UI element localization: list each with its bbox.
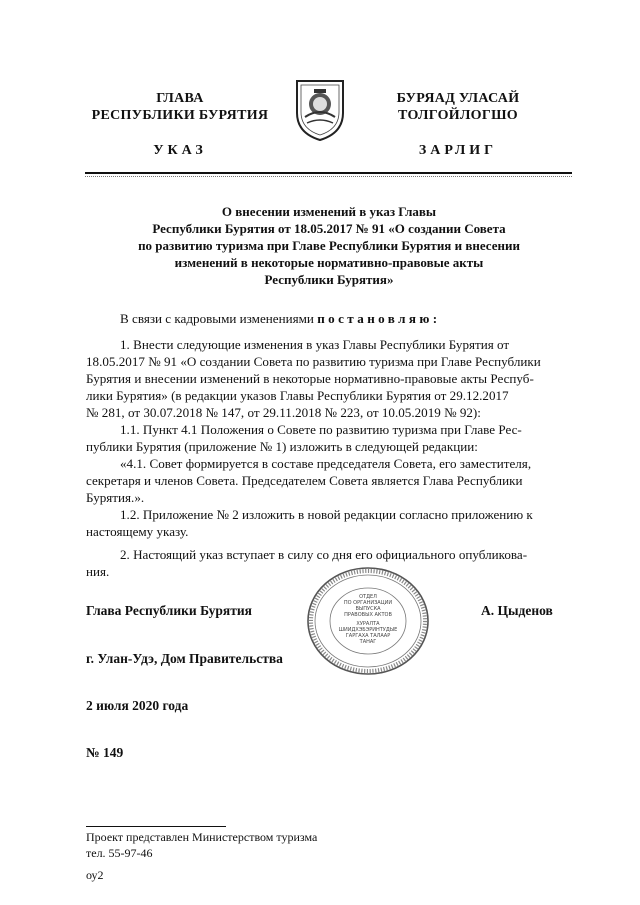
signatory-name: А. Цыденов xyxy=(481,603,553,618)
header-right-line2: ТОЛГОЙЛОГШО xyxy=(398,108,518,123)
title-line: изменений в некоторые нормативно-правовые акты xyxy=(174,255,484,270)
paragraph-line: настоящему указу. xyxy=(86,524,189,539)
paragraph-line: № 281, от 30.07.2018 № 147, от 29.11.2018 № 223, от 10.05.2019 № 92): xyxy=(86,405,481,420)
paragraph-line: лики Бурятия» (в редакции указов Главы Республики Бурятия от 29.12.2017 xyxy=(86,388,509,403)
header-divider xyxy=(85,172,572,174)
paragraph-line: ния. xyxy=(86,564,110,579)
title-line: по развитию туризма при Главе Республики Бурятия и внесении xyxy=(138,238,520,253)
stamp-line: ПРАВОВЫХ АКТОВ xyxy=(344,612,392,618)
header-left xyxy=(82,90,278,158)
preamble xyxy=(86,310,572,327)
quote-line: Бурятия.». xyxy=(86,490,145,505)
paragraph-line: 1. Внести следующие изменения в указ Главы Республики Бурятия от xyxy=(120,337,510,352)
header-right-decree: ЗАРЛИГ xyxy=(418,143,498,158)
title-line: Республики Бурятия от 18.05.2017 № 91 «О создании Совета xyxy=(152,221,506,236)
official-stamp xyxy=(305,565,431,677)
paragraph-line: 1.2. Приложение № 2 изложить в новой редакции согласно приложению к xyxy=(120,507,533,522)
quote-line: «4.1. Совет формируется в составе председателя Совета, его заместителя, xyxy=(120,456,532,471)
header-right-line1: БУРЯАД УЛАСАЙ xyxy=(396,91,520,106)
decree-number: № 149 xyxy=(86,745,124,760)
stamp-line: ГАРГАХА ТАЛААР xyxy=(345,633,391,639)
document-title xyxy=(86,203,572,288)
quote-line: секретаря и членов Совета. Председателем Совета является Глава Республики xyxy=(86,473,523,488)
stamp-line: ХУРАЛТА xyxy=(356,621,380,627)
footer-prepared-by: Проект представлен Министерством туризма xyxy=(86,830,318,844)
header-left-decree: УКАЗ xyxy=(153,143,207,158)
paragraph-1 xyxy=(86,336,572,540)
stamp-line: ВЫПУСКА xyxy=(355,606,381,612)
signing-place: г. Улан-Удэ, Дом Правительства xyxy=(86,651,283,666)
paragraph-line: 1.1. Пункт 4.1 Положения о Совете по развитию туризма при Главе Рес- xyxy=(120,422,522,437)
stamp-line: ПО ОРГАНИЗАЦИИ xyxy=(343,600,393,606)
footer-code: оу2 xyxy=(86,868,104,882)
paragraph-line: 18.05.2017 № 91 «О создании Совета по развитию туризма при Главе Республики xyxy=(86,354,541,369)
header-dotted-divider xyxy=(85,176,572,177)
paragraph-line: Бурятия и внесении изменений в некоторые нормативно-правовые акты Респуб- xyxy=(86,371,534,386)
title-line: О внесении изменений в указ Главы xyxy=(221,204,437,219)
stamp-line: ШИИДХЭБЭРИНТУДЫЕ xyxy=(338,627,398,633)
stamp-line: ТАНАГ xyxy=(359,639,377,645)
footer-phone: тел. 55-97-46 xyxy=(86,846,153,860)
signatory-position: Глава Республики Бурятия xyxy=(86,603,252,618)
header-right xyxy=(360,90,556,158)
footer-divider xyxy=(86,826,226,827)
coat-of-arms-emblem xyxy=(293,77,347,143)
paragraph-line: 2. Настоящий указ вступает в силу со дня его официального опубликова- xyxy=(120,547,528,562)
header-left-line2: РЕСПУБЛИКИ БУРЯТИЯ xyxy=(91,108,269,123)
title-line: Республики Бурятия» xyxy=(264,272,394,287)
preamble-keyword: постановляю: xyxy=(317,311,441,326)
header-left-line1: ГЛАВА xyxy=(156,91,204,106)
signing-date: 2 июля 2020 года xyxy=(86,698,189,713)
preamble-text: В связи с кадровыми изменениями xyxy=(120,311,314,326)
stamp-line: ОТДЕЛ xyxy=(359,594,377,600)
paragraph-line: публики Бурятия (приложение № 1) изложить в следующей редакции: xyxy=(86,439,478,454)
